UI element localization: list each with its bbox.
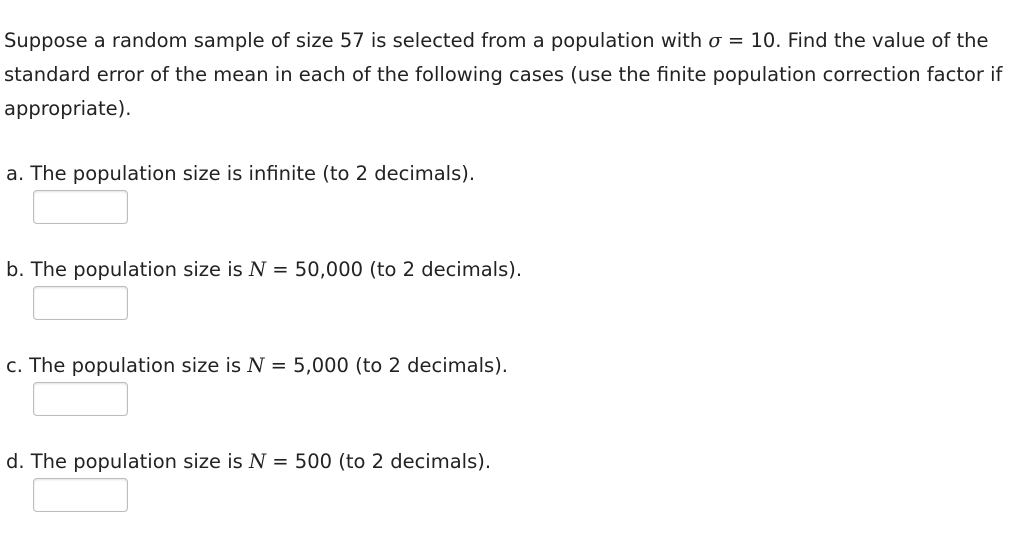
part-c-suffix: = 5,000 (to 2 decimals). — [264, 354, 508, 377]
part-a-text: a. The population size is infinite (to 2 decimals). — [6, 162, 476, 185]
part-c-var: N — [247, 354, 265, 377]
part-d-suffix: = 500 (to 2 decimals). — [266, 450, 492, 473]
part-a-label — [6, 162, 475, 186]
part-b-suffix: = 50,000 (to 2 decimals). — [266, 258, 523, 281]
question-prefix: Suppose a random sample of size 57 is selected from a population with — [4, 29, 703, 52]
part-b-answer-input[interactable] — [33, 286, 128, 320]
part-d-prefix: d. The population size is — [6, 450, 249, 473]
part-d-answer-input[interactable] — [33, 478, 128, 512]
part-b-prefix: b. The population size is — [6, 258, 249, 281]
part-d-var: N — [249, 450, 267, 473]
part-d-label — [6, 450, 491, 474]
question-rest: = 10. Find the value of the standard error of the mean in each of the following cases (use the finite population correction factor if appropriate). — [4, 29, 1003, 120]
part-a-answer-input[interactable] — [33, 190, 128, 224]
part-c-prefix: c. The population size is — [6, 354, 248, 377]
part-b-label — [6, 258, 522, 282]
part-c-answer-input[interactable] — [33, 382, 128, 416]
question-text — [4, 24, 1016, 126]
part-c-label — [6, 354, 508, 378]
sigma-symbol: σ — [708, 29, 722, 52]
part-b-var: N — [249, 258, 267, 281]
